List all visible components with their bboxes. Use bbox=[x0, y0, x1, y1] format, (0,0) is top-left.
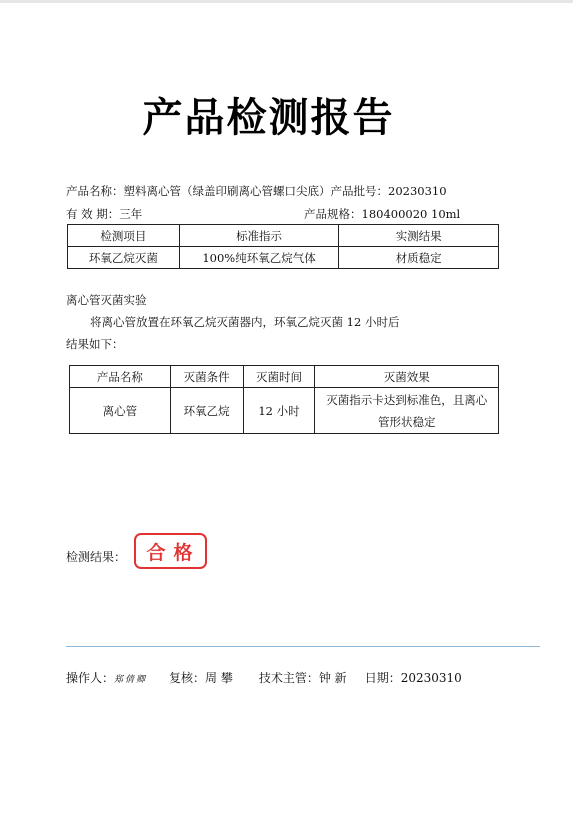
date-text: 日期：20230310 bbox=[364, 671, 462, 685]
footer-divider bbox=[66, 646, 540, 647]
experiment-description: 将离心管放置在环氧乙烷灭菌器内，环氧乙烷灭菌 12 小时后 bbox=[90, 315, 400, 329]
operator-label: 操作人： bbox=[66, 671, 115, 685]
supervisor-text: 技术主管：钟 新 bbox=[258, 671, 347, 685]
result-intro: 结果如下： bbox=[66, 337, 124, 351]
operator-signature: 郑倩卿 bbox=[114, 675, 148, 685]
top-border bbox=[0, 0, 573, 3]
table-cell: 材质稳定 bbox=[339, 247, 499, 269]
header-cell: 检测项目 bbox=[68, 225, 180, 247]
table-cell: 环氧乙烷 bbox=[170, 388, 243, 434]
report-title: 产品检测报告 bbox=[142, 95, 395, 141]
header-cell: 灭菌条件 bbox=[170, 366, 243, 388]
reviewer-text: 复核：周 攀 bbox=[169, 671, 233, 685]
inspection-table bbox=[67, 224, 499, 269]
header-cell: 标准指示 bbox=[179, 225, 339, 247]
experiment-heading: 离心管灭菌实验 bbox=[66, 293, 147, 307]
header-cell: 灭菌时间 bbox=[243, 366, 315, 388]
validity-line: 有 效 期：三年 bbox=[66, 207, 143, 221]
table-header-row bbox=[68, 225, 499, 247]
table-cell: 100%纯环氧乙烷气体 bbox=[179, 247, 339, 269]
header-cell: 灭菌效果 bbox=[315, 366, 499, 388]
product-name-line: 产品名称：塑料离心管（绿盖印刷离心管螺口尖底）产品批号：20230310 bbox=[66, 184, 447, 198]
spec-line: 产品规格：180400020 10ml bbox=[304, 207, 461, 221]
table-cell: 12 小时 bbox=[243, 388, 315, 434]
table-cell: 环氧乙烷灭菌 bbox=[68, 247, 180, 269]
header-cell: 实测结果 bbox=[339, 225, 499, 247]
table-header-row bbox=[70, 366, 499, 388]
footer bbox=[66, 669, 462, 686]
header-cell: 产品名称 bbox=[70, 366, 171, 388]
table-row bbox=[68, 247, 499, 269]
table-cell: 灭菌指示卡达到标准色，且离心管形状稳定 bbox=[315, 388, 499, 434]
result-label: 检测结果： bbox=[66, 550, 127, 564]
table-cell: 离心管 bbox=[70, 388, 171, 434]
sterilization-table bbox=[69, 365, 499, 434]
pass-stamp: 合格 bbox=[134, 533, 207, 569]
table-row bbox=[70, 388, 499, 434]
